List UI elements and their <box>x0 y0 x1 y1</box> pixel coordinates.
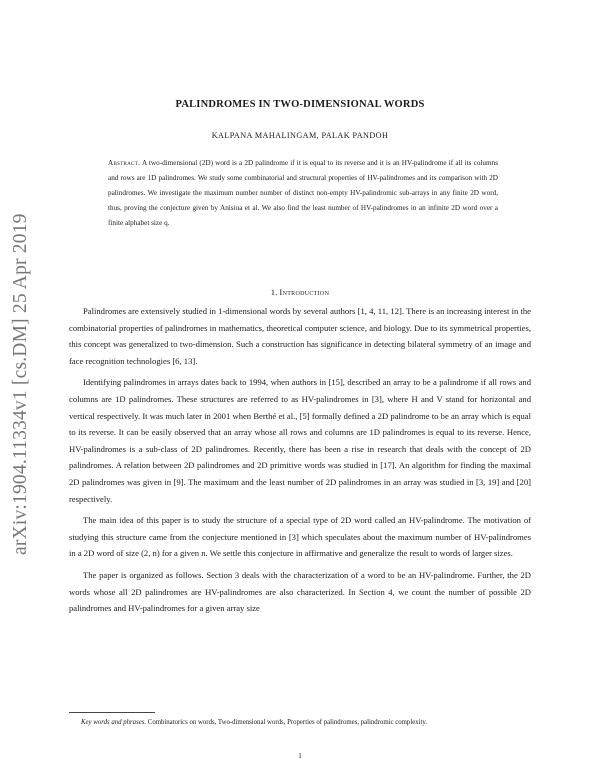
abstract-text: A two-dimensional (2D) word is a 2D palindrome if it is equal to its reverse and it is an HV-palindrome if all its columns and rows are 1D palindromes. We study some combinatorial and structural properties of HV-palindromes and its comparison with 2D palindromes. We investigate the maximum number number of distinct non-empty HV-palindromic sub-arrays in any finite 2D word, thus, proving the conjecture given by Anisiua et al. We also find the least number of HV-palindromes in an infinite 2D word over a finite alphabet size q. <box>108 159 498 228</box>
abstract <box>108 156 498 231</box>
footnote-text: Combinatorics on words, Two-dimensional words, Properties of palindromes, palindromic complexity. <box>147 719 428 726</box>
paper-authors: KALPANA MAHALINGAM, PALAK PANDOH <box>211 131 389 140</box>
footnote-label: Key words and phrases. <box>81 719 147 726</box>
introduction-body <box>69 303 531 622</box>
paragraph-1: Palindromes are extensively studied in 1-dimensional words by several authors [1, 4, 11, 12]. There is an increasing interest in the combinatorial properties of palindromes in mathematics, theoretical computer science, and biology. Due to its symmetrical properties, this concept was generalized to two-dimension. Such a construction has significance in detecting bilateral symmetry of an image and face recognition technologies [6, 13]. <box>69 306 531 366</box>
page-number: 1 <box>298 752 302 760</box>
footnote <box>69 716 531 729</box>
paragraph-2: Identifying palindromes in arrays dates back to 1994, when authors in [15], described an array to be a palindrome if all rows and columns are 1D palindromes. These structures are referred to as HV-palindromes in [3], where H and V stand for horizontal and vertical respectively. It was much later in 2001 when Berthé et al., [5] formally defined a 2D palindrome to be an array which is equal to its reverse. It can be easily observed that an array whose all rows and columns are 1D palindromes is equal to its reverse. Hence, HV-palindromes is a sub-class of 2D palindromes. Recently, there has been a rise in research that deals with the concept of 2D palindromes. A relation between 2D palindromes and 2D primitive words was studied in [17]. An algorithm for finding the maximal 2D palindromes was given in [9]. The maximum and the least number of 2D palindromes in an array was studied in [3, 19] and [20] respectively. <box>69 377 531 504</box>
paper-title: PALINDROMES IN TWO-DIMENSIONAL WORDS <box>175 99 425 110</box>
section-number: 1. <box>270 287 278 297</box>
section-title: Introduction <box>279 287 330 297</box>
abstract-label: Abstract. <box>108 159 141 167</box>
arxiv-identifier: arXiv:1904.11334v1 [cs.DM] 25 Apr 2019 <box>10 213 31 555</box>
footnote-divider <box>69 712 155 713</box>
paragraph-3: The main idea of this paper is to study the structure of a special type of 2D word called an HV-palindrome. The motivation of studying this structure came from the conjecture mentioned in [3] which speculates about the maximum number of HV-palindromes in a 2D word of size (2, n) for a given n. We settle this conjecture in affirmative and generalize the result to words of larger sizes. <box>69 515 531 559</box>
section-heading <box>0 287 600 297</box>
paragraph-4: The paper is organized as follows. Section 3 deals with the characterization of a word to be an HV-palindrome. Further, the 2D words whose all 2D palindromes are HV-palindromes are also characterized. In Section 4, we count the number of possible 2D palindromes and HV-palindromes for a given array size <box>69 569 531 614</box>
